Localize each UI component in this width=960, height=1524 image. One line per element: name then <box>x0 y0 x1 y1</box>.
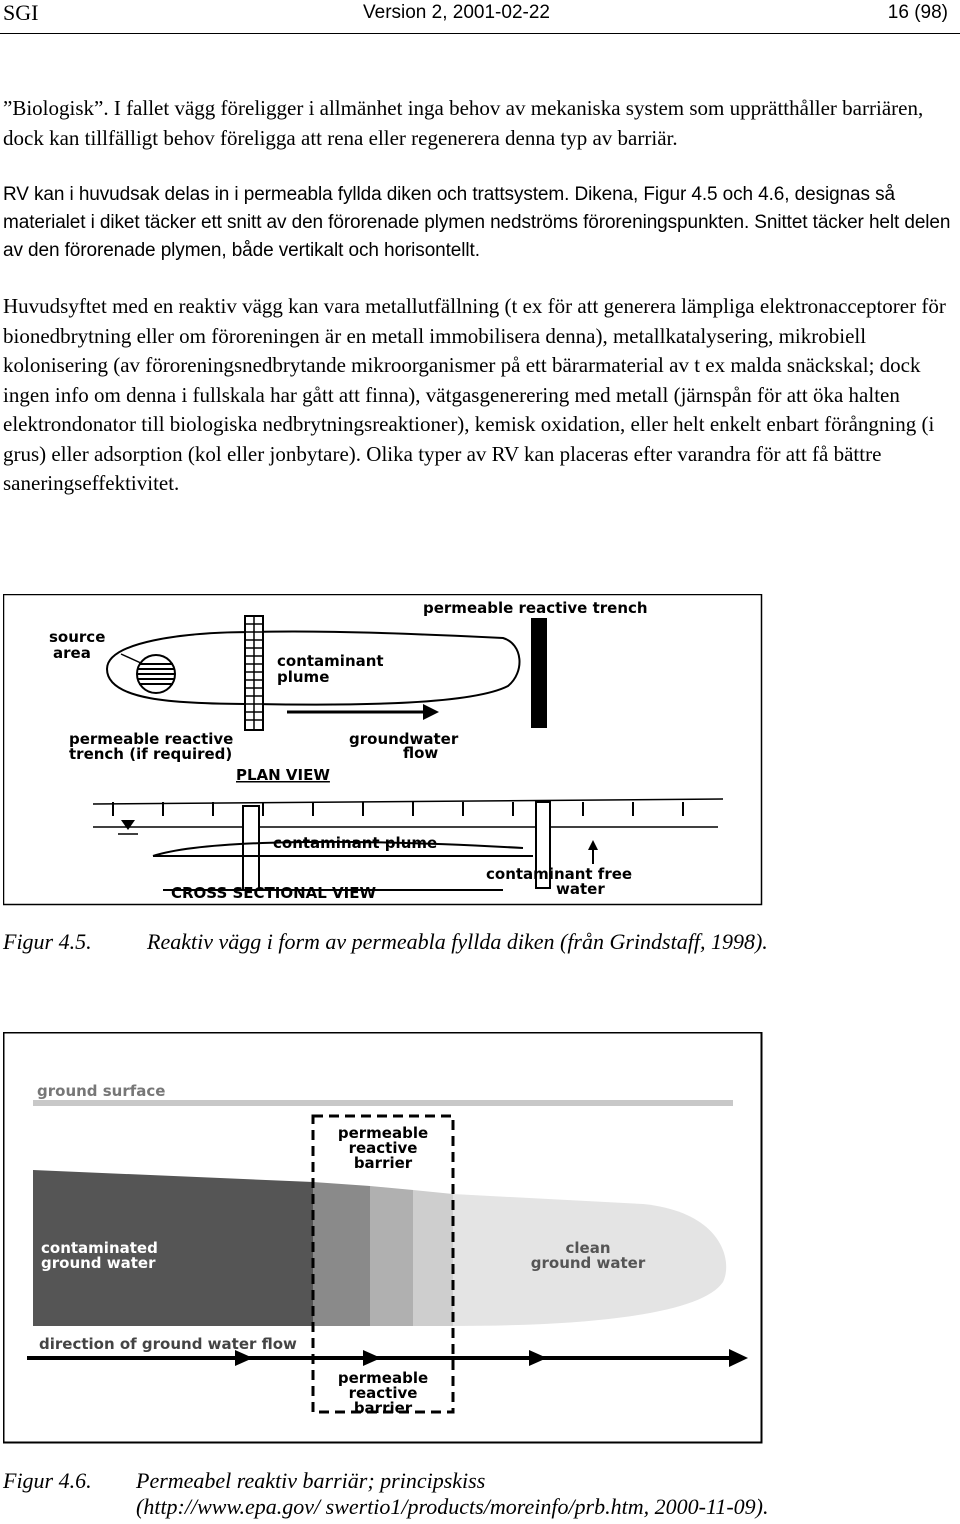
label-contaminated-2: ground water <box>41 1254 156 1272</box>
plan-reactive-trench <box>531 618 547 728</box>
label-clean-1: clean <box>565 1239 611 1257</box>
ground-surface-band <box>33 1100 733 1106</box>
figure-4-5-caption-number: Figur 4.5. <box>3 929 92 954</box>
label-barrier-top-3: barrier <box>353 1154 413 1172</box>
logo-text: SGI <box>3 0 39 25</box>
figure-4-6-caption-text-2: (http://www.epa.gov/ swertio1/products/moreinfo/prb.htm, 2000-11-09). <box>136 1494 769 1519</box>
label-barrier-bot-3: barrier <box>353 1399 413 1417</box>
label-clean-2: ground water <box>530 1254 646 1272</box>
paragraph-2: RV kan i huvudsak delas in i permeabla fyllda diken och trattsystem. Dikena, Figur 4.5 och 4.6, designas så materialet i diket täcker ett snitt av den förorenade plymen nedströms föroreningspunkten. Snittet täcker helt delen av den förorenade plymen, både vertikalt och horisontellt. <box>3 184 951 261</box>
label-free-water-2: water <box>556 880 605 898</box>
page-header <box>0 0 960 30</box>
label-barrier-bot-2: reactive <box>348 1384 418 1402</box>
label-source-1: source <box>49 628 106 646</box>
label-ground-surface: ground surface <box>37 1082 166 1100</box>
label-contaminated-1: contaminated <box>41 1239 158 1257</box>
label-cross-section: CROSS SECTIONAL VIEW <box>171 884 377 902</box>
label-gw-flow-1: groundwater <box>349 730 459 748</box>
figure-4-6-caption-text-1: Permeabel reaktiv barriär; principskiss <box>136 1468 486 1493</box>
paragraph-1: ”Biologisk”. I fallet vägg föreligger i allmänhet inga behov av mekaniska system som upprätthåller barriären, dock kan tillfälligt behov föreligga att rena eller regenerera denna typ av barriär. <box>3 96 924 150</box>
label-source-2: area <box>53 644 91 662</box>
label-barrier-bot-1: permeable <box>337 1369 429 1387</box>
label-plume-1: contaminant <box>277 652 384 670</box>
label-plan-view: PLAN VIEW <box>236 766 330 784</box>
paragraph-3: Huvudsyftet med en reaktiv vägg kan vara metallutfällning (t ex för att generera lämpliga elektronacceptorer för bionedbrytning eller om föroreningen är en metall immobilisera denna), metallkatalysering, mikrobiell kolonisering (av föroreningsnedbrytande mikroorganismer på ett bärarmaterial av t ex malda snäckskal; dock ingen info om denna i fullskala har gått att finna), vätgasgenerering med metall (järnspån för att öka halten elektrondonator till biologiska nedbrytningsreaktioner), kemisk oxidation, eller helt enkelt enbart förångning (i grus) eller adsorption (kol eller jonbytare). Olika typer av RV kan placeras efter varandra för att få bättre saneringseffektivitet. <box>3 294 946 495</box>
label-plume-2: plume <box>277 668 330 686</box>
plume-zone-3 <box>413 1190 453 1326</box>
figure-4-6 <box>3 1032 763 1444</box>
plume-zone-2 <box>370 1186 413 1326</box>
label-cs-plume: contaminant plume <box>273 834 438 852</box>
plume-zone-1 <box>313 1182 370 1326</box>
version-text: Version 2, 2001-02-22 <box>363 2 550 23</box>
label-trench-top: permeable reactive trench <box>423 599 648 617</box>
label-barrier-top-1: permeable <box>337 1124 429 1142</box>
label-gw-flow-2: flow <box>403 744 439 762</box>
label-trench-req-2: trench (if required) <box>69 745 233 763</box>
label-trench-req-1: permeable reactive <box>69 730 234 748</box>
label-free-water-1: contaminant free <box>486 865 633 883</box>
label-barrier-top-2: reactive <box>348 1139 418 1157</box>
figure-4-5 <box>3 594 763 906</box>
figure-4-6-caption-number: Figur 4.6. <box>3 1468 92 1493</box>
cs-trench-required <box>243 806 259 890</box>
header-rule <box>0 33 960 34</box>
page-number: 16 (98) <box>887 2 948 23</box>
figure-4-5-caption-text: Reaktiv vägg i form av permeabla fyllda diken (från Grindstaff, 1998). <box>147 929 768 954</box>
label-direction-flow: direction of ground water flow <box>39 1335 297 1353</box>
